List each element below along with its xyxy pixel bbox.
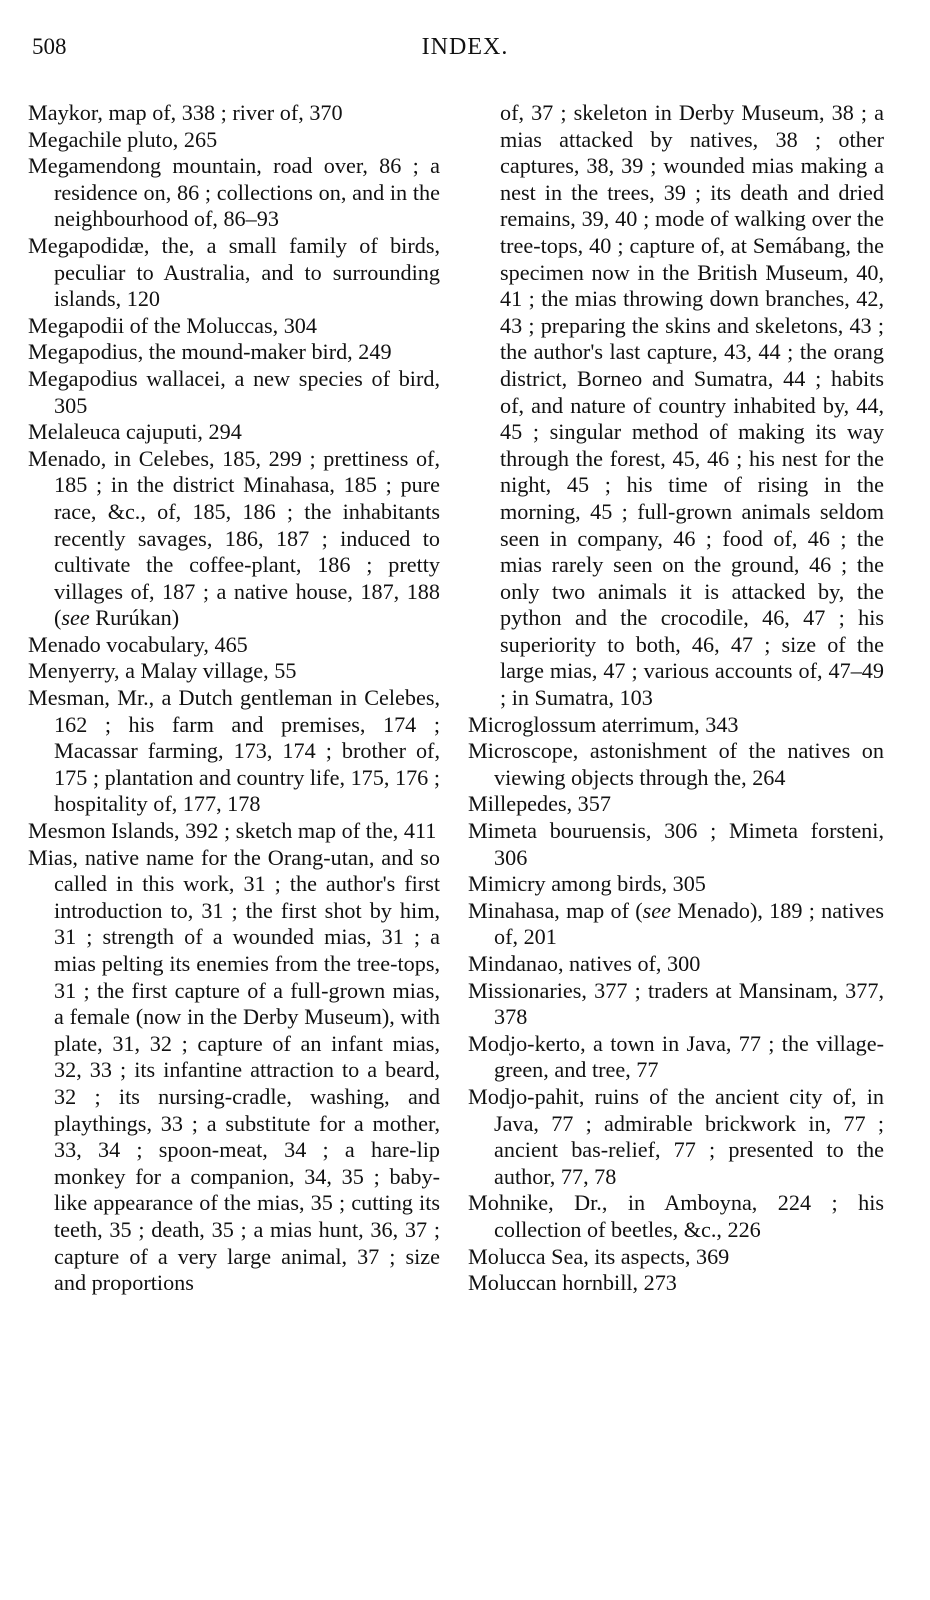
index-entry-text: Megachile pluto, 265: [28, 126, 218, 152]
index-entry-text: Modjo-pahit, ruins of the ancient city of, in Java, 77 ; admirable brickwork in, 77 ; ancient bas-relief, 77 ; presented to the author, 77, 78: [468, 1083, 884, 1189]
index-entry-text: Minahasa, map of (: [468, 897, 643, 923]
index-entry-text: Mindanao, natives of, 300: [468, 951, 701, 976]
index-entry-text: Molucca Sea, its aspects, 369: [468, 1243, 730, 1269]
index-entry-text: Microscope, astonishment of the natives on viewing objects through the, 264: [468, 738, 884, 790]
index-entry-text: Melaleuca cajuputi, 294: [28, 419, 242, 445]
index-entry-text: Modjo-kerto, a town in Java, 77 ; the village-green, and tree, 77: [468, 1030, 884, 1083]
index-entry: [468, 1244, 884, 1271]
index-entry: [468, 712, 884, 739]
index-entry: [468, 1031, 884, 1084]
index-entry: [28, 100, 440, 127]
index-entry-text: Moluccan hornbill, 273: [468, 1270, 677, 1296]
index-entry: [28, 446, 440, 632]
index-entry-text: Megapodidæ, the, a small family of birds, peculiar to Australia, and to surrounding islands, 120: [28, 232, 440, 312]
index-entry-text: Megapodii of the Moluccas, 304: [28, 312, 317, 338]
index-entry-text: Missionaries, 377 ; traders at Mansinam, 377, 378: [468, 977, 884, 1030]
index-entry: [468, 978, 884, 1031]
index-entry: [28, 419, 440, 446]
index-entry: [468, 898, 884, 951]
index-column-left: [28, 100, 440, 1297]
index-entry-text: Microglossum aterrimum, 343: [468, 711, 739, 737]
index-entry-text: Mesman, Mr., a Dutch gentleman in Celebes, 162 ; his farm and premises, 174 ; Macassar farming, 173, 174 ; brother of, 175 ; plantation and country life, 175, 176 ; hospitality of, 177, 178: [28, 685, 440, 817]
index-entry: [28, 127, 440, 154]
index-entry: [28, 313, 440, 340]
index-entry-text: Mias, native name for the Orang-utan, and so called in this work, 31 ; the author's first introduction to, 31 ; the first shot by him, 31 ; strength of a wounded mias, 31 ; a mias pelting its enemies from the tree-tops, 31 ; the first capture of a full-grown mias, a female (now in the Derby Museum), with plate, 31, 32 ; capture of an infant mias, 32, 33 ; its infantine attraction to a beard, 32 ; its nursing-cradle, washing, and playthings, 33 ; a substitute for a mother, 33, 34 ; spoon-meat, 34 ; a hare-lip monkey for a companion, 34, 35 ; baby-like appearance of the mias, 35 ; cutting its teeth, 35 ; death, 35 ; a mias hunt, 36, 37 ; capture of a very large animal, 37 ; size and proportions: [28, 844, 440, 1296]
index-column-right: [468, 100, 884, 1297]
index-entry: [28, 153, 440, 233]
index-entry-text: Megapodius wallacei, a new species of bird, 305: [28, 365, 440, 418]
index-entry-text: Maykor, map of, 338 ; river of, 370: [28, 100, 343, 125]
index-entry: [28, 366, 440, 419]
index-entry: [468, 1270, 884, 1297]
index-entry: [468, 1084, 884, 1190]
index-entry: [28, 818, 440, 845]
index-entry-text: Mohnike, Dr., in Amboyna, 224 ; his collection of beetles, &c., 226: [468, 1190, 884, 1242]
index-entry: [468, 871, 884, 898]
index-entry: [468, 1190, 884, 1243]
index-entry: [28, 233, 440, 313]
index-entry-text: Mimeta bouruensis, 306 ; Mimeta forsteni, 306: [468, 818, 884, 870]
running-head: INDEX.: [421, 34, 509, 60]
index-entry: [468, 791, 884, 818]
index-entry-text: Megapodius, the mound-maker bird, 249: [28, 339, 392, 365]
index-entry-italic: see: [642, 897, 672, 923]
index-entry-text: Menado vocabulary, 465: [28, 631, 248, 657]
index-entry: [28, 845, 440, 1297]
index-entry-text: of, 37 ; skeleton in Derby Museum, 38 ; a mias attacked by natives, 38 ; other captures, 38, 39 ; wounded mias making a nest in the trees, 39 ; its death and dried remains, 39, 40 ; mode of walking over the tree-tops, 40 ; capture of, at Semábang, the specimen now in the British Museum, 40, 41 ; the mias throwing down branches, 42, 43 ; preparing the skins and skeletons, 43 ; the author's last capture, 43, 44 ; the orang district, Borneo and Sumatra, 44 ; habits of, and nature of country inhabited by, 44, 45 ; singular method of making its way through the forest, 45, 46 ; his nest for the night, 45 ; his time of rising in the morning, 45 ; full-grown animals seldom seen in company, 46 ; food of, 46 ; the mias rarely seen on the ground, 46 ; the only two animals it is attacked by, the python and the crocodile, 46, 47 ; his superiority to both, 46, 47 ; size of the large mias, 47 ; various accounts of, 47–49 ; in Sumatra, 103: [500, 100, 884, 711]
index-entry-text: Menado, in Celebes, 185, 299 ; prettiness of, 185 ; in the district Minahasa, 185 ; pure race, &c., of, 185, 186 ; the inhabitants recently savages, 186, 187 ; induced to cultivate the coffee-plant, 186 ; pretty villages of, 187 ; a native house, 187, 188 (: [28, 445, 440, 631]
index-entry: [468, 818, 884, 871]
index-entry-text: Mesmon Islands, 392 ; sketch map of the, 411: [28, 818, 437, 844]
index-entry: [28, 339, 440, 366]
index-entry: [28, 658, 440, 685]
index-entry: [28, 632, 440, 659]
index-entry: [468, 100, 884, 712]
index-entry: [28, 685, 440, 818]
index-entry-text-after: Rurúkan): [89, 605, 180, 631]
index-entry-text: Mimicry among birds, 305: [468, 871, 706, 897]
index-entry: [468, 951, 884, 978]
page-header: [0, 34, 930, 68]
index-entry-text-after: Menado), 189 ; natives of, 201: [494, 897, 884, 950]
index-entry-text: Menyerry, a Malay village, 55: [28, 658, 297, 684]
index-entry: [468, 738, 884, 791]
index-entry-text: Millepedes, 357: [468, 791, 611, 817]
index-entry-italic: see: [61, 605, 90, 631]
page-number: 508: [32, 34, 67, 59]
index-entry-text: Megamendong mountain, road over, 86 ; a residence on, 86 ; collections on, and in the neighbourhood of, 86–93: [28, 153, 440, 232]
